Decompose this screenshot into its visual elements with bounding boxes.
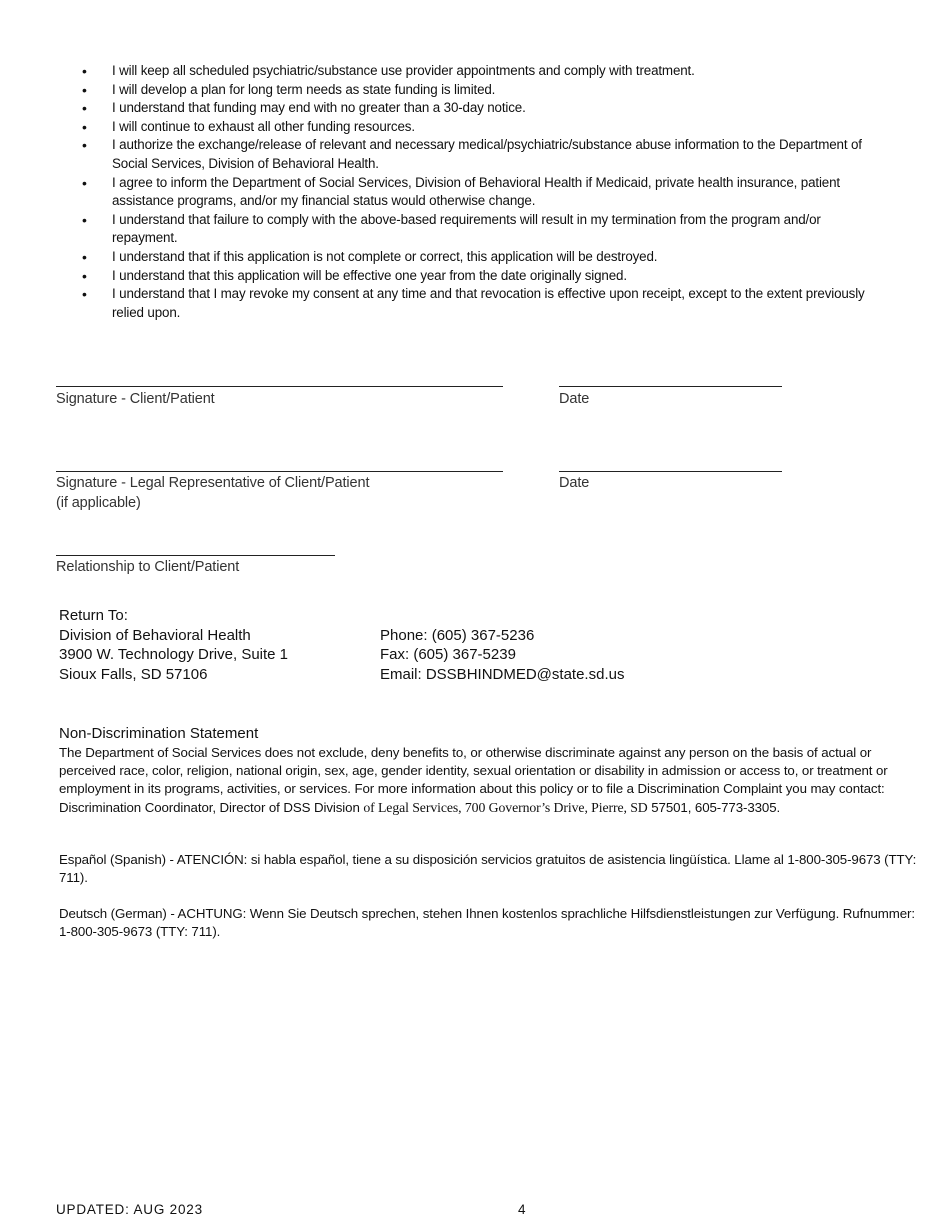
nd-body-part1: The Department of Social Services does not exclude, deny benefits to, or otherwise discriminate against any person on the basis of actual or perceived race, color, religion, national origin, sex, age, gender identity, sexual orientation or disability in admission or access to, or treatment or employment in its programs, activities, or services. For more information about this policy or to file a Discrimination Complaint you may contact: Discrimination Coordinator, Director of DSS Division (59, 745, 888, 815)
nd-body-part2: of Legal Services, 700 Governor’s Drive, Pierre, SD (363, 799, 648, 815)
return-email: Email: DSSBHINDMED@state.sd.us (380, 665, 625, 683)
return-contact-column (380, 626, 624, 685)
acknowledgement-list (82, 62, 872, 322)
return-address-line2: 3900 W. Technology Drive, Suite 1 (59, 646, 289, 664)
return-to-block (59, 606, 625, 684)
acknowledgement-item: • I understand that funding may end with no greater than a 30-day notice. (82, 99, 872, 118)
acknowledgement-item: • I will develop a plan for long term needs as state funding is limited. (82, 81, 872, 100)
acknowledgement-item: • I understand that failure to comply with the above-based requirements will result in my termination from the program and/or repayment. (82, 211, 872, 248)
legal-rep-signature-label: Signature - Legal Representative of Client/Patient (56, 475, 370, 491)
return-address-line3: Sioux Falls, SD 57106 (59, 665, 208, 683)
spanish-notice: Español (Spanish) - ATENCIÓN: si habla español, tiene a su disposición servicios gratuitos de asistencia lingüística. Llame al 1-800-305-9673 (TTY: 711). (59, 852, 917, 886)
return-phone: Phone: (605) 367-5236 (380, 626, 535, 644)
non-discrimination-body (59, 744, 919, 817)
nd-body-part3: 57501, 605-773-3305. (647, 799, 781, 815)
legal-rep-date-label: Date (559, 475, 590, 491)
relationship-line[interactable] (56, 555, 335, 556)
acknowledgement-item: • I understand that this application will be effective one year from the date originally signed. (82, 267, 872, 286)
return-to-heading: Return To: (59, 607, 128, 624)
legal-rep-signature-line[interactable] (56, 471, 503, 472)
german-notice: Deutsch (German) - ACHTUNG: Wenn Sie Deutsch sprechen, stehen Ihnen kostenlos sprachliche Hilfsdienstleistungen zur Verfügung. Rufnummer: 1-800-305-9673 (TTY: 711). (59, 906, 915, 940)
non-discrimination-title: Non-Discrimination Statement (59, 725, 259, 742)
client-signature-label: Signature - Client/Patient (56, 391, 215, 407)
return-address-line1: Division of Behavioral Health (59, 626, 251, 644)
client-date-line[interactable] (559, 386, 782, 387)
acknowledgement-item: • I understand that if this application is not complete or correct, this application will be destroyed. (82, 248, 872, 267)
acknowledgement-item: • I will continue to exhaust all other funding resources. (82, 118, 872, 137)
acknowledgement-item: • I authorize the exchange/release of relevant and necessary medical/psychiatric/substance abuse information to the Department of Social Services, Division of Behavioral Health. (82, 136, 872, 173)
legal-rep-date-line[interactable] (559, 471, 782, 472)
client-date-label: Date (559, 391, 590, 407)
legal-rep-note: (if applicable) (56, 495, 141, 511)
return-fax: Fax: (605) 367-5239 (380, 646, 516, 664)
acknowledgement-item: • I will keep all scheduled psychiatric/substance use provider appointments and comply with treatment. (82, 62, 872, 81)
footer-updated: UPDATED: AUG 2023 (56, 1202, 203, 1217)
client-signature-line[interactable] (56, 386, 503, 387)
acknowledgement-item: • I agree to inform the Department of Social Services, Division of Behavioral Health if Medicaid, private health insurance, patient assistance programs, and/or my financial status would otherwise change. (82, 174, 872, 211)
relationship-label: Relationship to Client/Patient (56, 559, 240, 575)
page-number: 4 (518, 1202, 526, 1217)
acknowledgement-item: • I understand that I may revoke my consent at any time and that revocation is effective upon receipt, except to the extent previously relied upon. (82, 285, 872, 322)
